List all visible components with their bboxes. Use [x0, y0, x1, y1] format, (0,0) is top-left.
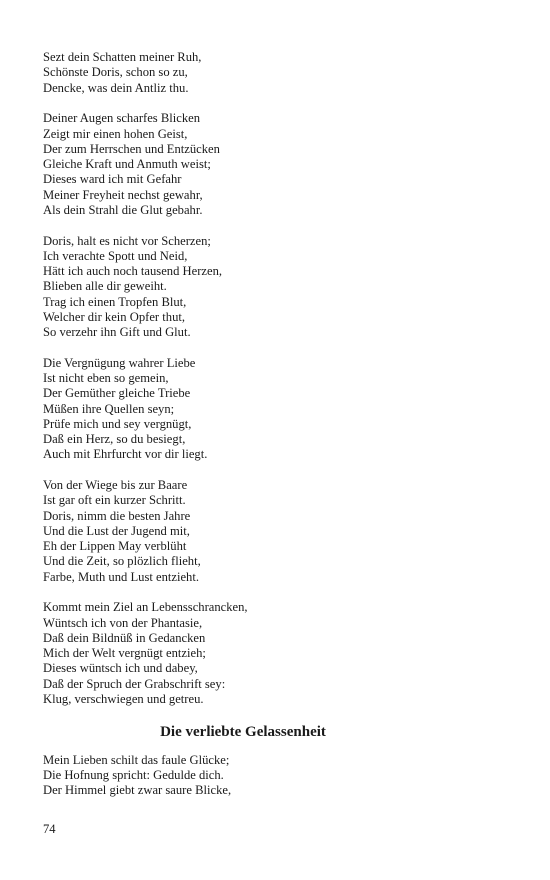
verse-line: Mein Lieben schilt das faule Glücke; [43, 752, 230, 767]
verse-line: Dieses wüntsch ich und dabey, [43, 661, 198, 676]
verse-line: Ist nicht eben so gemein, [43, 371, 169, 385]
stanza-3 [43, 234, 483, 341]
verse-line: Ist gar oft ein kurzer Schritt. [43, 493, 186, 508]
verse-line: Deiner Augen scharfes Blicken [43, 111, 201, 126]
poem-title: Die verliebte Gelassenheit [160, 723, 326, 740]
page-number: 74 [43, 822, 56, 836]
verse-line: Sezt dein Schatten meiner Ruh, [43, 50, 202, 64]
verse-line: Und die Lust der Jugend mit, [43, 523, 190, 538]
stanza-1 [43, 50, 483, 96]
verse-line: Als dein Strahl die Glut gebahr. [43, 202, 203, 217]
verse-line: Daß dein Bildnüß in Gedancken [43, 630, 206, 645]
verse-line: Meiner Freyheit nechst gewahr, [43, 187, 203, 202]
verse-line: Die Vergnügung wahrer Liebe [43, 355, 196, 370]
verse-line: Daß der Spruch der Grabschrift sey: [43, 676, 226, 691]
verse-line: Ich verachte Spott und Neid, [43, 248, 188, 263]
verse-line: Der Himmel giebt zwar saure Blicke, [43, 783, 232, 797]
verse-line: Welcher dir kein Opfer thut, [43, 309, 186, 324]
verse-line: Schönste Doris, schon so zu, [43, 65, 188, 80]
verse-line: Die Hofnung spricht: Gedulde dich. [43, 767, 224, 782]
verse-line: Klug, verschwiegen und getreu. [43, 691, 204, 706]
verse-line: Der Gemüther gleiche Triebe [43, 386, 191, 401]
verse-line: Doris, halt es nicht vor Scherzen; [43, 233, 211, 248]
verse-line: Zeigt mir einen hohen Geist, [43, 126, 188, 141]
verse-line: Hätt ich auch noch tausend Herzen, [43, 264, 223, 278]
verse-line: So verzehr ihn Gift und Glut. [43, 325, 191, 339]
stanza-6 [43, 600, 483, 707]
verse-line: Müßen ihre Quellen seyn; [43, 401, 175, 416]
stanza-4 [43, 356, 483, 463]
verse-line: Der zum Herrschen und Entzücken [43, 141, 220, 156]
verse-line: Wüntsch ich von der Phantasie, [43, 615, 203, 630]
verse-line: Doris, nimm die besten Jahre [43, 508, 191, 523]
verse-line: Mich der Welt vergnügt entzieh; [43, 646, 206, 660]
verse-line: Dencke, was dein Antliz thu. [43, 80, 189, 95]
verse-line: Von der Wiege bis zur Baare [43, 478, 188, 492]
verse-line: Auch mit Ehrfurcht vor dir liegt. [43, 447, 208, 462]
verse-line: Kommt mein Ziel an Lebensschrancken, [43, 600, 248, 615]
verse-line: Dieses ward ich mit Gefahr [43, 172, 182, 187]
next-poem-stanza [43, 753, 483, 799]
stanza-5 [43, 478, 483, 585]
verse-line: Prüfe mich und sey vergnügt, [43, 416, 192, 431]
verse-line: Gleiche Kraft und Anmuth weist; [43, 157, 211, 171]
poem-text [43, 50, 483, 814]
verse-line: Blieben alle dir geweiht. [43, 279, 167, 294]
verse-line: Daß ein Herz, so du besiegt, [43, 432, 186, 446]
verse-line: Farbe, Muth und Lust entzieht. [43, 569, 199, 584]
verse-line: Eh der Lippen May verblüht [43, 539, 187, 553]
stanza-2 [43, 111, 483, 218]
verse-line: Trag ich einen Tropfen Blut, [43, 294, 187, 309]
verse-line: Und die Zeit, so plözlich flieht, [43, 554, 201, 569]
